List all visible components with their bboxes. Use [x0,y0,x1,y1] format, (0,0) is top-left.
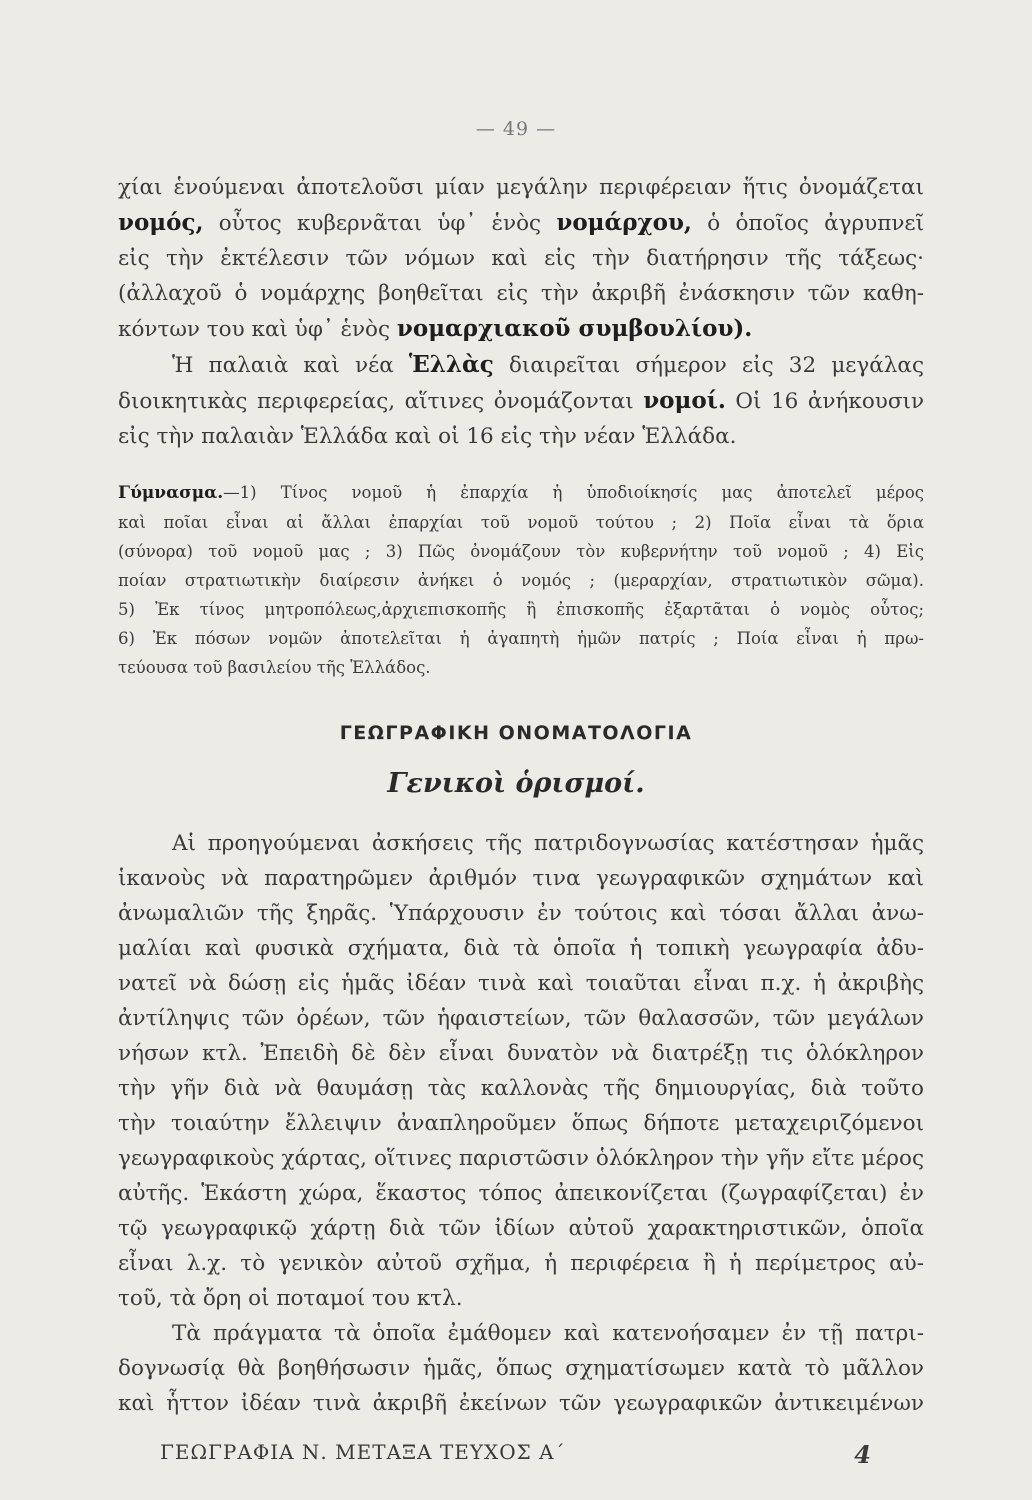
section-subheading: Γενικοὶ ὁρισμοί. [387,768,645,799]
text-line: εἶναι λ.χ. τὸ γενικὸν αὐτοῦ σχῆμα, ἡ περιφέρεια ἢ ἡ περίμετρος αὐ- [118,1251,924,1276]
exercise-line: Γύμνασμα.—1) Τίνος νομοῦ ἡ ἐπαρχία ἡ ὑποδιοίκησίς μας ἀποτελεῖ μέρος [118,483,924,503]
text-line: γεωγραφικοὺς χάρτας, οἵτινες παριστῶσιν ὁλόκληρον τὴν γῆν εἴτε μέρος [118,1146,924,1171]
exercise-line: 5) Ἐκ τίνος μητροπόλεως,ἀρχιεπισκοπῆς ἢ ἐπισκοπῆς ἐξαρτᾶται ὁ νομὸς οὗτος; [118,600,924,619]
text-line: εἰς τὴν ἐκτέλεσιν τῶν νόμων καὶ εἰς τὴν διατήρησιν τῆς τάξεως· [118,246,924,271]
text-line: κόντων του καὶ ὑφ᾽ ἑνὸς νομαρχιακοῦ συμβουλίου). [118,315,753,342]
text-line: τὴν γῆν διὰ νὰ θαυμάσῃ τὰς καλλονὰς τῆς δημιουργίας, διὰ τοῦτο [118,1076,924,1101]
exercise-block [118,478,924,682]
text-line: αὐτῆς. Ἑκάστη χώρα, ἕκαστος τόπος ἀπεικονίζεται (ζωγραφίζεται) ἐν [118,1181,924,1206]
exercise-line: ποίαν στρατιωτικὴν διαίρεσιν ἀνήκει ὁ νομός ; (μεραρχίαν, στρατιωτικὸν σῶμα). [118,571,924,590]
footer-title: ΓΕΩΓΡΑΦΙΑ Ν. ΜΕΤΑΞΑ ΤΕΥΧΟΣ Α΄ [160,1440,566,1464]
exercise-line: 6) Ἐκ πόσων νομῶν ἀποτελεῖται ἡ ἀγαπητὴ ἡμῶν πατρίς ; Ποία εἶναι ἡ πρω- [118,629,924,648]
text-line: τῷ γεωγραφικῷ χάρτῃ διὰ τῶν ἰδίων αὐτοῦ χαρακτηριστικῶν, ὁποῖα [118,1216,924,1241]
exercise-line: καὶ ποῖαι εἶναι αἱ ἄλλαι ἐπαρχίαι τοῦ νομοῦ τούτου ; 2) Ποῖα εἶναι τὰ ὅρια [118,513,924,532]
text-line: τοῦ, τὰ ὄρη οἱ ποταμοί του κτλ. [118,1286,463,1311]
text-line: ἀνωμαλιῶν τῆς ξηρᾶς. Ὑπάρχουσιν ἐν τούτοις καὶ τόσαι ἄλλαι ἀνω- [118,901,924,926]
text-line: καὶ ἧττον ἰδέαν τινὰ ἀκριβῆ ἐκείνων τῶν γεωγραφικῶν ἀντικειμένων [118,1391,924,1416]
text-line: (ἀλλαχοῦ ὁ νομάρχης βοηθεῖται εἰς τὴν ἀκριβῆ ἐνάσκησιν τῶν καθη- [118,281,924,306]
page-number: — 49 — [475,118,557,140]
text-line: ἱκανοὺς νὰ παρατηρῶμεν ἀριθμόν τινα γεωγραφικῶν σχημάτων καὶ [118,866,924,891]
text-line: διοικητικὰς περιφερείας, αἵτινες ὀνομάζονται νομοί. Οἱ 16 ἀνήκουσιν [118,387,924,414]
section-paragraph [118,826,924,1421]
intro-paragraph [118,170,924,454]
text-line: δογνωσίᾳ θὰ βοηθήσωσιν ἡμᾶς, ὅπως σχηματίσωμεν κατὰ τὸ μᾶλλον [118,1356,924,1381]
exercise-line: (σύνορα) τοῦ νομοῦ μας ; 3) Πῶς ὀνομάζουν τὸν κυβερνήτην τοῦ νομοῦ ; 4) Εἰς [118,542,924,561]
footer-signature-number: 4 [854,1440,872,1469]
text-line: τὴν τοιαύτην ἔλλειψιν ἀναπληροῦμεν ὅπως δήποτε μεταχειριζόμενοι [118,1111,924,1136]
text-line: νήσων κτλ. Ἐπειδὴ δὲ δὲν εἶναι δυνατὸν νὰ διατρέξῃ τις ὁλόκληρον [118,1041,924,1066]
text-line: Αἱ προηγούμεναι ἀσκήσεις τῆς πατριδογνωσίας κατέστησαν ἡμᾶς [172,831,924,856]
text-line: Ἡ παλαιὰ καὶ νέα Ἑλλὰς διαιρεῖται σήμερον εἰς 32 μεγάλας [172,351,924,378]
text-line: χίαι ἑνούμεναι ἀποτελοῦσι μίαν μεγάλην περιφέρειαν ἥτις ὀνομάζεται [118,175,924,200]
text-line: Τὰ πράγματα τὰ ὁποῖα ἐμάθομεν καὶ κατενοήσαμεν ἐν τῇ πατρι- [172,1321,924,1346]
text-line: ἀντίληψις τῶν ὀρέων, τῶν ἡφαιστείων, τῶν θαλασσῶν, τῶν μεγάλων [118,1006,924,1031]
exercise-line: τεύουσα τοῦ βασιλείου τῆς Ἑλλάδος. [118,658,431,677]
text-line: εἰς τὴν παλαιὰν Ἑλλάδα καὶ οἱ 16 εἰς τὴν νέαν Ἑλλάδα. [118,424,737,449]
text-line: νομός, οὗτος κυβερνᾶται ὑφ᾽ ἑνὸς νομάρχου, ὁ ὁποῖος ἀγρυπνεῖ [118,209,924,236]
text-line: νατεῖ νὰ δώσῃ εἰς ἡμᾶς ἰδέαν τινὰ καὶ τοιαῦται εἶναι π.χ. ἡ ἀκριβὴς [118,971,924,996]
text-line: μαλίαι καὶ φυσικὰ σχήματα, διὰ τὰ ὁποῖα ἡ τοπικὴ γεωγραφία ἀδυ- [118,936,924,961]
section-heading: ΓΕΩΓΡΑΦΙΚΗ ΟΝΟΜΑΤΟΛΟΓΙΑ [339,722,693,744]
page-footer [160,1440,872,1469]
